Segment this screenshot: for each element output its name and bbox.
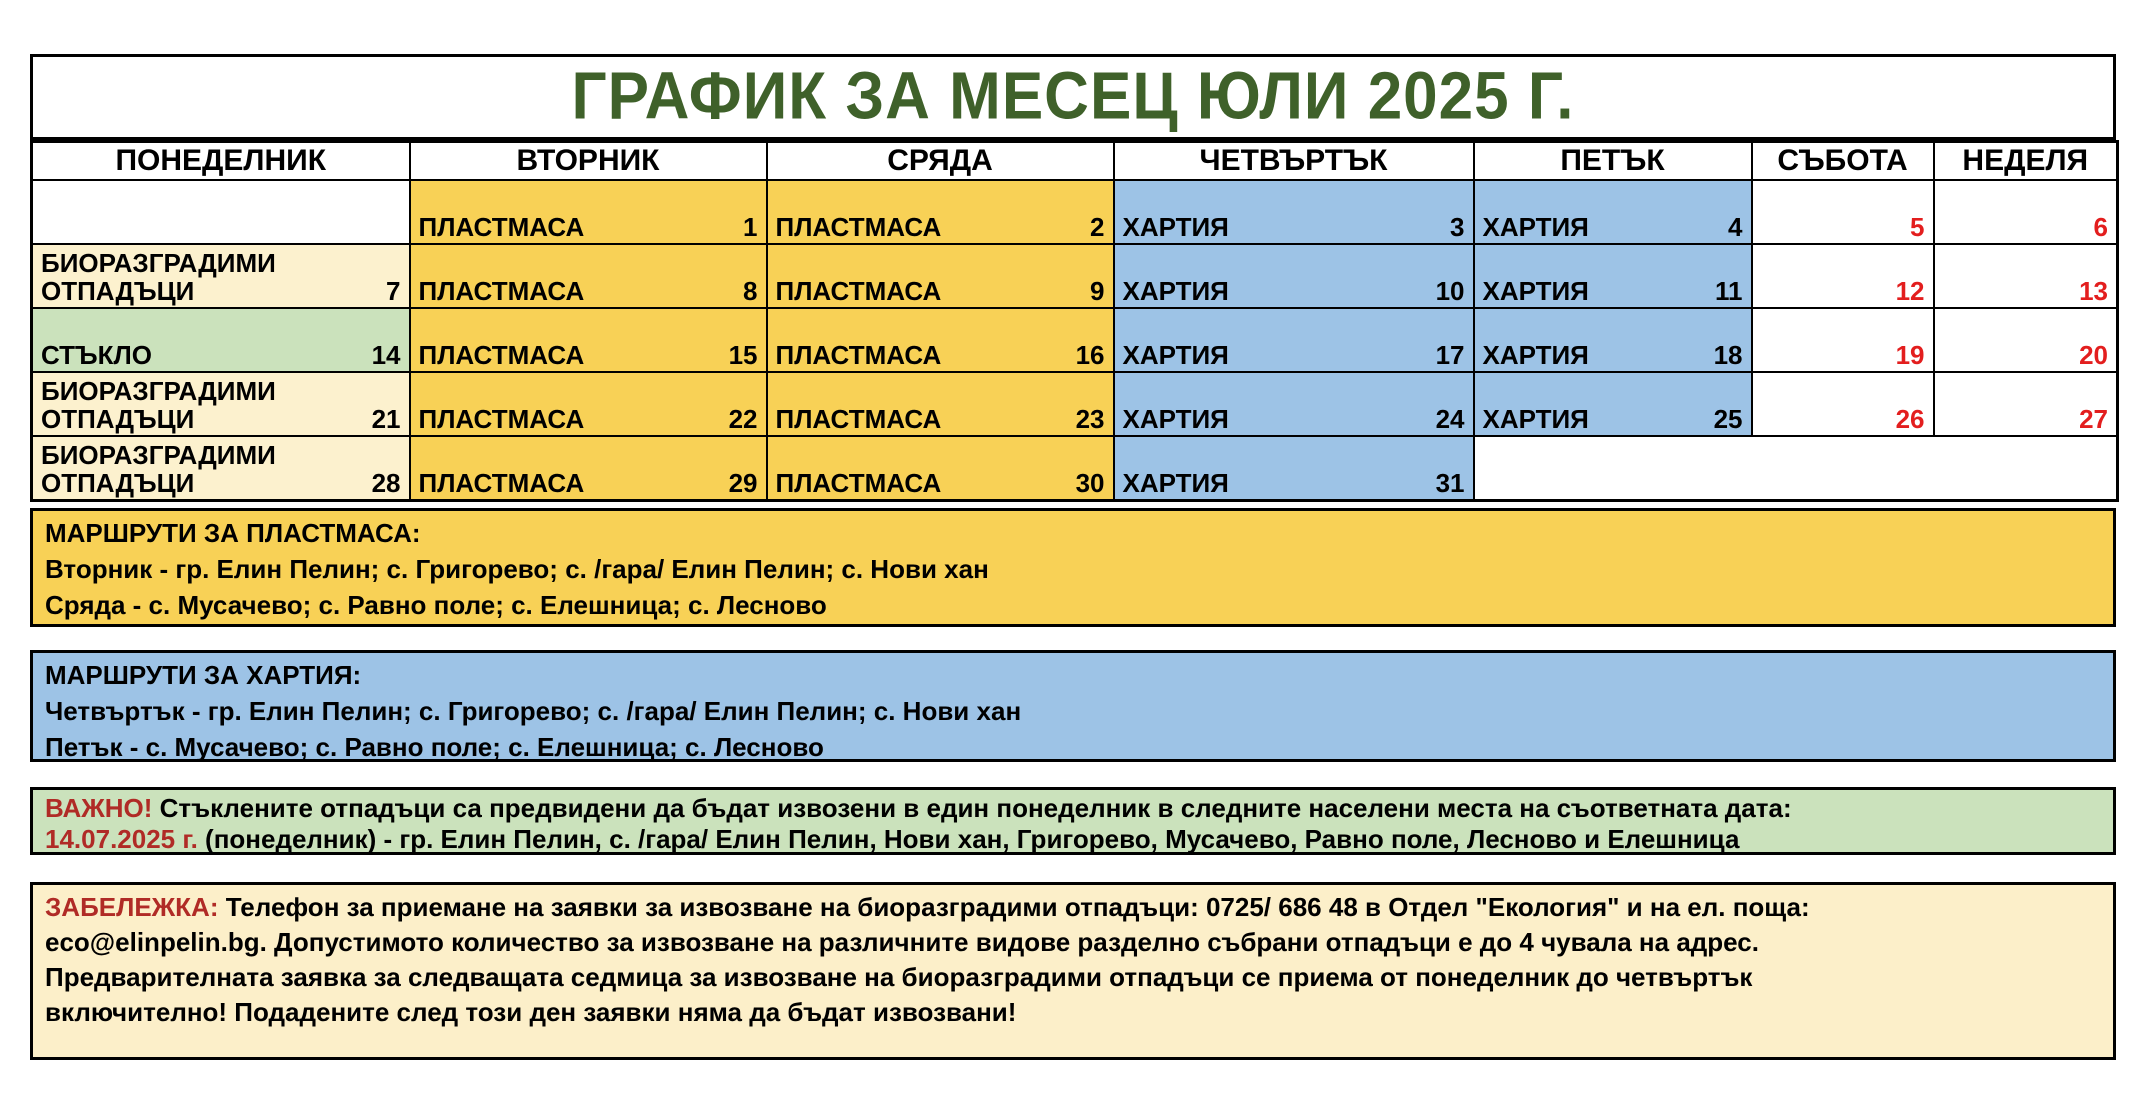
important-line [45, 793, 2101, 824]
waste-type-label: ПЛАСТМАСА [775, 276, 942, 306]
note-label: ЗАБЕЛЕЖКА: [45, 892, 226, 922]
paper-routes-heading: МАРШРУТИ ЗА ХАРТИЯ: [45, 660, 362, 690]
waste-type-label: ПЛАСТМАСА [418, 212, 585, 242]
calendar-cell-weekend [1934, 244, 2118, 308]
waste-type-label: ХАРТИЯ [1482, 340, 1589, 370]
calendar-cell-paper [1114, 372, 1474, 436]
calendar-cell-bio [32, 372, 410, 436]
day-number: 22 [728, 404, 758, 434]
waste-type-label: ХАРТИЯ [1122, 404, 1229, 434]
day-number: 6 [2093, 212, 2108, 242]
calendar-row [32, 372, 2118, 436]
calendar-cell-weekend [1752, 308, 1934, 372]
day-number: 20 [2079, 340, 2108, 370]
calendar-cell-plastic [410, 180, 767, 244]
calendar-row [32, 244, 2118, 308]
important-label: ВАЖНО! [45, 793, 160, 823]
day-number: 29 [728, 468, 758, 498]
note-line [45, 890, 2101, 925]
calendar-row [32, 180, 2118, 244]
waste-type-label: ПЛАСТМАСА [418, 404, 585, 434]
waste-type-label: ХАРТИЯ [1482, 276, 1589, 306]
note-line: eco@elinpelin.bg. Допустимото количество за извозване на различните видове разделно събрани отпадъци е до 4 чувала на адрес. [45, 927, 1759, 957]
waste-type-label: ПЛАСТМАСА [775, 212, 942, 242]
day-number: 1 [743, 212, 758, 242]
note-box [30, 882, 2116, 1060]
day-header: НЕДЕЛЯ [1934, 142, 2118, 181]
calendar-cell-paper [1114, 308, 1474, 372]
paper-route-line: Петък - с. Мусачево; с. Равно поле; с. Елешница; с. Лесново [45, 732, 824, 762]
waste-type-label: ПЛАСТМАСА [418, 276, 585, 306]
day-number: 3 [1450, 212, 1465, 242]
day-number: 15 [728, 340, 758, 370]
waste-type-label: БИОРАЗГРАДИМИ ОТПАДЪЦИ [41, 248, 276, 306]
important-line [45, 824, 2101, 855]
calendar-cell-plastic [410, 244, 767, 308]
calendar-cell-paper [1114, 436, 1474, 501]
waste-type-label: ПЛАСТМАСА [775, 468, 942, 498]
calendar-cell-paper [1474, 308, 1752, 372]
day-header: СЪБОТА [1752, 142, 1934, 181]
calendar-cell-plastic [767, 308, 1114, 372]
waste-type-label: ПЛАСТМАСА [418, 340, 585, 370]
day-number: 28 [371, 468, 401, 498]
day-number: 7 [386, 276, 401, 306]
calendar-cell-paper [1474, 372, 1752, 436]
day-number: 24 [1435, 404, 1465, 434]
waste-type-label: ХАРТИЯ [1122, 340, 1229, 370]
waste-type-label: ХАРТИЯ [1482, 212, 1589, 242]
calendar-cell-weekend [1934, 180, 2118, 244]
day-number: 12 [1895, 276, 1925, 306]
note-line: включително! Подадените след този ден заявки няма да бъдат извозвани! [45, 997, 1017, 1027]
paper-routes-box [30, 650, 2116, 762]
day-number: 17 [1435, 340, 1465, 370]
calendar-cell-plastic [410, 436, 767, 501]
calendar-cell-bio [32, 436, 410, 501]
important-notice-box [30, 787, 2116, 855]
calendar-cell-plastic [410, 308, 767, 372]
calendar-cell-weekend [1752, 180, 1934, 244]
day-number: 31 [1435, 468, 1465, 498]
calendar-cell-paper [1114, 180, 1474, 244]
day-number: 16 [1075, 340, 1105, 370]
day-number: 23 [1075, 404, 1105, 434]
day-number: 27 [2079, 404, 2108, 434]
calendar-cell-merged_empty [1474, 436, 2118, 501]
paper-route-line: Четвъртък - гр. Елин Пелин; с. Григорево; с. /гара/ Елин Пелин; с. Нови хан [45, 696, 1022, 726]
waste-type-label: ПЛАСТМАСА [775, 404, 942, 434]
day-header: ПОНЕДЕЛНИК [32, 142, 410, 181]
important-text: (понеделник) - гр. Елин Пелин, с. /гара/ Елин Пелин, Нови хан, Григорево, Мусачево, Равно поле, Лесново и Елешница [205, 824, 1740, 854]
note-text: Телефон за приемане на заявки за извозване на биоразградими отпадъци: 0725/ 686 48 в Отдел "Екология" и на ел. поща: [225, 892, 1810, 922]
waste-type-label: БИОРАЗГРАДИМИ ОТПАДЪЦИ [41, 440, 276, 498]
calendar-cell-empty [32, 180, 410, 244]
calendar-cell-weekend [1752, 372, 1934, 436]
plastic-route-line: Вторник - гр. Елин Пелин; с. Григорево; с. /гара/ Елин Пелин; с. Нови хан [45, 554, 989, 584]
day-number: 8 [743, 276, 758, 306]
day-number: 5 [1910, 212, 1925, 242]
calendar-cell-weekend [1752, 244, 1934, 308]
waste-type-label: ПЛАСТМАСА [775, 340, 942, 370]
calendar-cell-glass [32, 308, 410, 372]
important-text: Стъклените отпадъци са предвидени да бъдат извозени в един понеделник в следните населени места на съответната дата: [159, 793, 1792, 823]
note-line: Предварителната заявка за следващата седмица за извозване на биоразградими отпадъци се приема от понеделник до четвъртък [45, 962, 1753, 992]
schedule-title-box [30, 54, 2116, 140]
waste-type-label: ХАРТИЯ [1122, 212, 1229, 242]
day-number: 13 [2079, 276, 2108, 306]
calendar-cell-weekend [1934, 308, 2118, 372]
day-number: 25 [1713, 404, 1743, 434]
plastic-routes-heading: МАРШРУТИ ЗА ПЛАСТМАСА: [45, 518, 421, 548]
calendar-cell-paper [1474, 180, 1752, 244]
calendar-row [32, 436, 2118, 501]
waste-type-label: ХАРТИЯ [1122, 468, 1229, 498]
plastic-routes-box [30, 508, 2116, 627]
calendar-cell-plastic [767, 436, 1114, 501]
calendar-cell-bio [32, 244, 410, 308]
day-number: 19 [1895, 340, 1925, 370]
calendar-cell-plastic [767, 372, 1114, 436]
waste-type-label: ХАРТИЯ [1122, 276, 1229, 306]
day-number: 26 [1895, 404, 1925, 434]
calendar-cell-plastic [767, 244, 1114, 308]
calendar-row [32, 308, 2118, 372]
day-header: ПЕТЪК [1474, 142, 1752, 181]
plastic-route-line: Сряда - с. Мусачево; с. Равно поле; с. Елешница; с. Лесново [45, 590, 827, 620]
day-number: 30 [1075, 468, 1105, 498]
waste-type-label: ХАРТИЯ [1482, 404, 1589, 434]
important-date: 14.07.2025 г. [45, 824, 206, 854]
calendar-cell-plastic [410, 372, 767, 436]
waste-type-label: СТЪКЛО [41, 340, 152, 370]
waste-schedule-calendar [30, 140, 2119, 502]
day-header: ВТОРНИК [410, 142, 767, 181]
day-number: 18 [1713, 340, 1743, 370]
day-header: СРЯДА [767, 142, 1114, 181]
calendar-header-row [32, 142, 2118, 181]
calendar-cell-weekend [1934, 372, 2118, 436]
day-number: 11 [1715, 276, 1743, 306]
calendar-cell-plastic [767, 180, 1114, 244]
waste-type-label: БИОРАЗГРАДИМИ ОТПАДЪЦИ [41, 376, 276, 434]
day-number: 14 [371, 340, 401, 370]
day-number: 21 [371, 404, 401, 434]
day-number: 10 [1435, 276, 1465, 306]
waste-type-label: ПЛАСТМАСА [418, 468, 585, 498]
page-title: ГРАФИК ЗА МЕСЕЦ ЮЛИ 2025 Г. [571, 59, 1575, 134]
day-header: ЧЕТВЪРТЪК [1114, 142, 1474, 181]
day-number: 2 [1090, 212, 1105, 242]
day-number: 9 [1090, 276, 1105, 306]
calendar-cell-paper [1114, 244, 1474, 308]
day-number: 4 [1728, 212, 1743, 242]
calendar-cell-paper [1474, 244, 1752, 308]
